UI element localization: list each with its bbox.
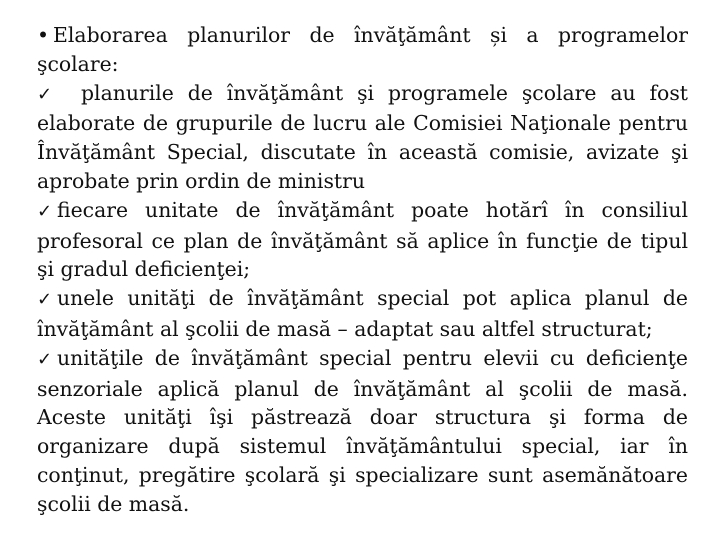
check-icon: ✓ (37, 289, 53, 311)
slide-content (37, 21, 688, 519)
list-item-text: fiecare unitate de învăţământ poate hotărî în consiliul profesoral ce plan de învăţământ să aplice în funcţie de tipul şi gradul deficienţei; (37, 197, 688, 282)
check-icon: ✓ (37, 200, 53, 222)
list-item-text: planurile de învăţământ şi programele şcolare au fost elaborate de grupurile de lucru ale Comisiei Naţionale pentru Învăţământ Special, discutate în această comisie, avizate şi aprobate prin ordin de ministru (37, 80, 688, 193)
list-item-text: unităţile de învăţământ special pentru elevii cu deficienţe senzoriale aplică planul de învăţământ al şcolii de masă. Aceste unităţi îşi păstrează doar structura şi forma de organizare după sistemul învăţământului special, iar în conţinut, pregătire şcolară şi specializare sunt asemănătoare şcolii de masă. (37, 345, 688, 516)
bullet-dot-icon: • (37, 23, 50, 47)
list-item-text: unele unităţi de învăţământ special pot aplica planul de învăţământ al şcolii de masă – adaptat sau altfel structurat; (37, 286, 688, 341)
list-item (37, 196, 688, 284)
main-bullet-text: Elaborarea planurilor de învăţământ și a programelor şcolare: (37, 23, 688, 76)
check-icon: ✓ (37, 83, 53, 105)
list-item (37, 344, 688, 519)
check-icon: ✓ (37, 348, 53, 370)
list-item (37, 79, 688, 196)
list-item (37, 284, 688, 344)
main-bullet (37, 21, 688, 79)
